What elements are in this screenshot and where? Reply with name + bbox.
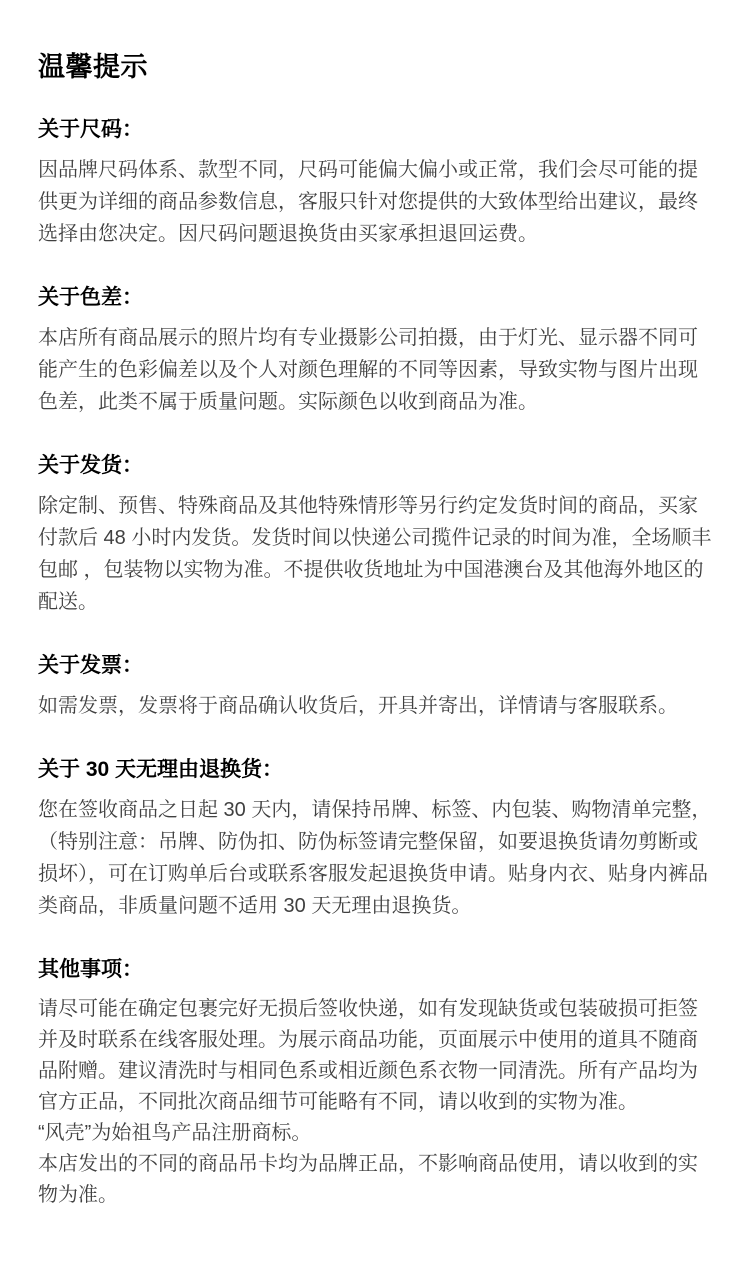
section-other-body-paragraph-1: 请尽可能在确定包裹完好无损后签收快递，如有发现缺货或包装破损可拒签并及时联系在线客服处理。为展示商品功能，页面展示中使用的道具不随商品附赠。建议清洗时与相同色系或相近颜色系衣物一同清洗。所有产品均为官方正品，不同批次商品细节可能略有不同，请以收到的实物为准。 bbox=[38, 998, 698, 1113]
section-color-difference bbox=[38, 286, 712, 418]
section-returns bbox=[38, 758, 712, 922]
page-title: 温馨提示 bbox=[38, 52, 148, 82]
section-shipping-body: 除定制、预售、特殊商品及其他特殊情形等另行约定发货时间的商品，买家付款后 48 小时内发货。发货时间以快递公司揽件记录的时间为准，全场顺丰包邮 ，包装物以实物为准。不提供收货地址为中国港澳台及其他海外地区的配送。 bbox=[38, 495, 712, 613]
section-other-body-paragraph-2: “风壳”为始祖鸟产品注册商标。 bbox=[38, 1122, 312, 1144]
section-returns-heading: 关于 30 天无理由退换货： bbox=[38, 758, 284, 781]
section-size bbox=[38, 118, 712, 250]
section-shipping-heading: 关于发货： bbox=[38, 454, 143, 477]
section-invoice-body: 如需发票，发票将于商品确认收货后，开具并寄出，详情请与客服联系。 bbox=[38, 695, 678, 717]
section-returns-body: 您在签收商品之日起 30 天内，请保持吊牌、标签、内包装、购物清单完整，（特别注意：吊牌、防伪扣、防伪标签请完整保留，如要退换货请勿剪断或损坏），可在订购单后台或联系客服发起退换货申请。贴身内衣、贴身内裤品类商品，非质量问题不适用 30 天无理由退换货。 bbox=[38, 799, 712, 917]
section-invoice-heading: 关于发票： bbox=[38, 654, 143, 677]
section-other bbox=[38, 958, 712, 1211]
section-other-heading: 其他事项： bbox=[38, 958, 143, 981]
section-other-body-paragraph-3: 本店发出的不同的商品吊卡均为品牌正品，不影响商品使用，请以收到的实物为准。 bbox=[38, 1153, 698, 1206]
section-color-difference-heading: 关于色差： bbox=[38, 286, 143, 309]
section-color-difference-body: 本店所有商品展示的照片均有专业摄影公司拍摄，由于灯光、显示器不同可能产生的色彩偏差以及个人对颜色理解的不同等因素，导致实物与图片出现色差，此类不属于质量问题。实际颜色以收到商品为准。 bbox=[38, 327, 698, 413]
section-shipping bbox=[38, 454, 712, 618]
section-size-body: 因品牌尺码体系、款型不同，尺码可能偏大偏小或正常，我们会尽可能的提供更为详细的商品参数信息，客服只针对您提供的大致体型给出建议，最终选择由您决定。因尺码问题退换货由买家承担退回运费。 bbox=[38, 159, 698, 245]
section-size-heading: 关于尺码： bbox=[38, 118, 143, 141]
section-invoice bbox=[38, 654, 712, 722]
